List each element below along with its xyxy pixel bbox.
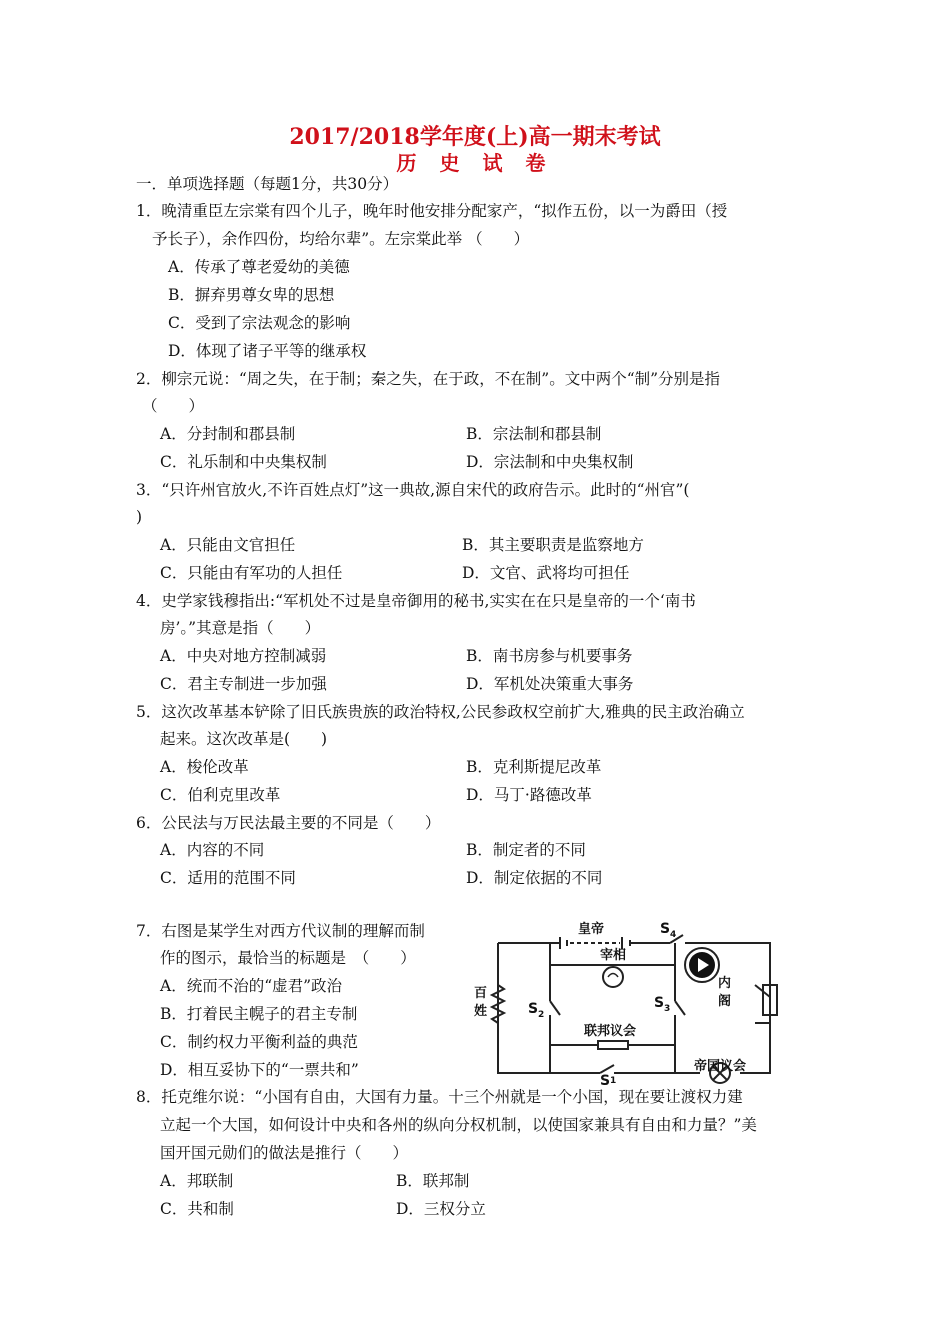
circuit-label-cabinet-1: 内 <box>718 976 732 991</box>
question-8-option-c: C．共和制 <box>160 1200 234 1218</box>
circuit-label-s3-sub: 3 <box>664 1004 671 1014</box>
question-6-option-a: A．内容的不同 <box>160 841 265 859</box>
question-5-option-a: A．梭伦改革 <box>160 758 249 776</box>
circuit-label-s3: S <box>654 995 665 1011</box>
question-8-stem-cont-1: 立起一个大国，如何设计中央和各州的纵向分权机制，以使国家兼具有自由和力量？”美 <box>160 1116 757 1134</box>
question-2-option-c: C．礼乐制和中央集权制 <box>160 453 327 471</box>
question-8-stem: 8．托克维尔说：“小国有自由，大国有力量。十三个州就是一个小国，现在要让渡权力建 <box>136 1088 743 1106</box>
question-1-option-d: D．体现了诸子平等的继承权 <box>168 342 367 360</box>
question-4-option-c: C．君主专制进一步加强 <box>160 675 327 693</box>
circuit-label-s1: S <box>600 1073 611 1085</box>
question-3-option-c: C．只能由有军功的人担任 <box>160 564 343 582</box>
circuit-label-federal: 联邦议会 <box>584 1024 637 1039</box>
circuit-label-chancellor: 宰相 <box>600 948 627 963</box>
question-4-option-a: A．中央对地方控制减弱 <box>160 647 327 665</box>
question-5-stem-cont: 起来。这次改革是( ) <box>160 730 328 748</box>
circuit-label-s4-sub: 4 <box>670 930 677 940</box>
question-5-option-d: D．马丁·路德改革 <box>466 786 592 804</box>
circuit-label-people-2: 姓 <box>474 1004 488 1019</box>
circuit-label-s2: S <box>528 1001 539 1017</box>
question-1-option-b: B．摒弃男尊女卑的思想 <box>168 286 335 304</box>
question-6-option-b: B．制定者的不同 <box>466 841 586 859</box>
question-1-stem: 1．晚清重臣左宗棠有四个儿子，晚年时他安排分配家产，“拟作五份，以一为爵田（授 <box>136 202 728 220</box>
question-3-option-a: A．只能由文官担任 <box>160 536 296 554</box>
question-7-stem-cont: 作的图示，最恰当的标题是 （ ） <box>160 949 416 967</box>
question-2-option-d: D．宗法制和中央集权制 <box>466 453 634 471</box>
circuit-label-cabinet-2: 阁 <box>718 994 732 1009</box>
question-2-option-a: A．分封制和郡县制 <box>160 425 296 443</box>
question-6-option-c: C．适用的范围不同 <box>160 869 296 887</box>
question-7-option-a: A．统而不治的“虚君”政治 <box>160 977 343 995</box>
circuit-label-imperial: 帝国议会 <box>694 1058 747 1074</box>
question-3-option-d: D．文官、武将均可担任 <box>462 564 630 582</box>
question-5-option-c: C．伯利克里改革 <box>160 786 281 804</box>
question-7-option-d: D．相互妥协下的“一票共和” <box>160 1061 359 1079</box>
question-8-option-d: D．三权分立 <box>396 1200 486 1218</box>
question-3-option-b: B．其主要职责是监察地方 <box>462 536 644 554</box>
question-4-stem: 4．史学家钱穆指出:“军机处不过是皇帝御用的秘书,实实在在只是皇帝的一个‘南书 <box>136 592 696 610</box>
exam-subtitle: 历 史 试 卷 <box>396 151 554 175</box>
question-1-stem-cont: 予长子），余作四份，均给尔辈”。左宗棠此举 （ ） <box>152 230 530 248</box>
question-5-stem: 5．这次改革基本铲除了旧氏族贵族的政治特权,公民参政权空前扩大,雅典的民主政治确立 <box>136 703 745 721</box>
question-7-stem: 7．右图是某学生对西方代议制的理解而制 <box>136 922 425 940</box>
circuit-label-s1-sub: 1 <box>610 1076 617 1085</box>
question-7-option-b: B．打着民主幌子的君主专制 <box>160 1005 358 1023</box>
question-2-stem-cont: （ ） <box>142 397 205 415</box>
question-8-option-b: B．联邦制 <box>396 1172 470 1190</box>
circuit-label-s4: S <box>660 921 671 937</box>
question-6-stem: 6．公民法与万民法最主要的不同是（ ） <box>136 814 441 832</box>
question-6-option-d: D．制定依据的不同 <box>466 869 603 887</box>
section-heading: 一．单项选择题（每题1分，共30分） <box>136 175 399 193</box>
question-4-stem-cont: 房’。”其意是指（ ） <box>160 619 321 637</box>
question-3-stem-cont: ) <box>136 508 143 526</box>
question-1-option-c: C．受到了宗法观念的影响 <box>168 314 351 332</box>
question-7-option-c: C．制约权力平衡利益的典范 <box>160 1033 358 1051</box>
circuit-label-emperor: 皇帝 <box>578 922 605 937</box>
circuit-label-people-1: 百 <box>474 986 488 1001</box>
question-4-option-b: B．南书房参与机要事务 <box>466 647 633 665</box>
circuit-diagram <box>470 915 790 1085</box>
question-2-option-b: B．宗法制和郡县制 <box>466 425 602 443</box>
exam-title: 2017/2018学年度(上)高一期末考试 <box>289 124 661 150</box>
question-2-stem: 2．柳宗元说：“周之失，在于制；秦之失，在于政，不在制”。文中两个“制”分别是指 <box>136 370 721 388</box>
question-4-option-d: D．军机处决策重大事务 <box>466 675 634 693</box>
question-5-option-b: B．克利斯提尼改革 <box>466 758 602 776</box>
circuit-label-s2-sub: 2 <box>538 1010 545 1020</box>
question-8-stem-cont-2: 国开国元勋们的做法是推行（ ） <box>160 1144 409 1162</box>
question-8-option-a: A．邦联制 <box>160 1172 234 1190</box>
question-1-option-a: A．传承了尊老爱幼的美德 <box>168 258 350 276</box>
question-3-stem: 3．“只许州官放火,不许百姓点灯”这一典故,源自宋代的政府告示。此时的“州官”( <box>136 481 690 499</box>
